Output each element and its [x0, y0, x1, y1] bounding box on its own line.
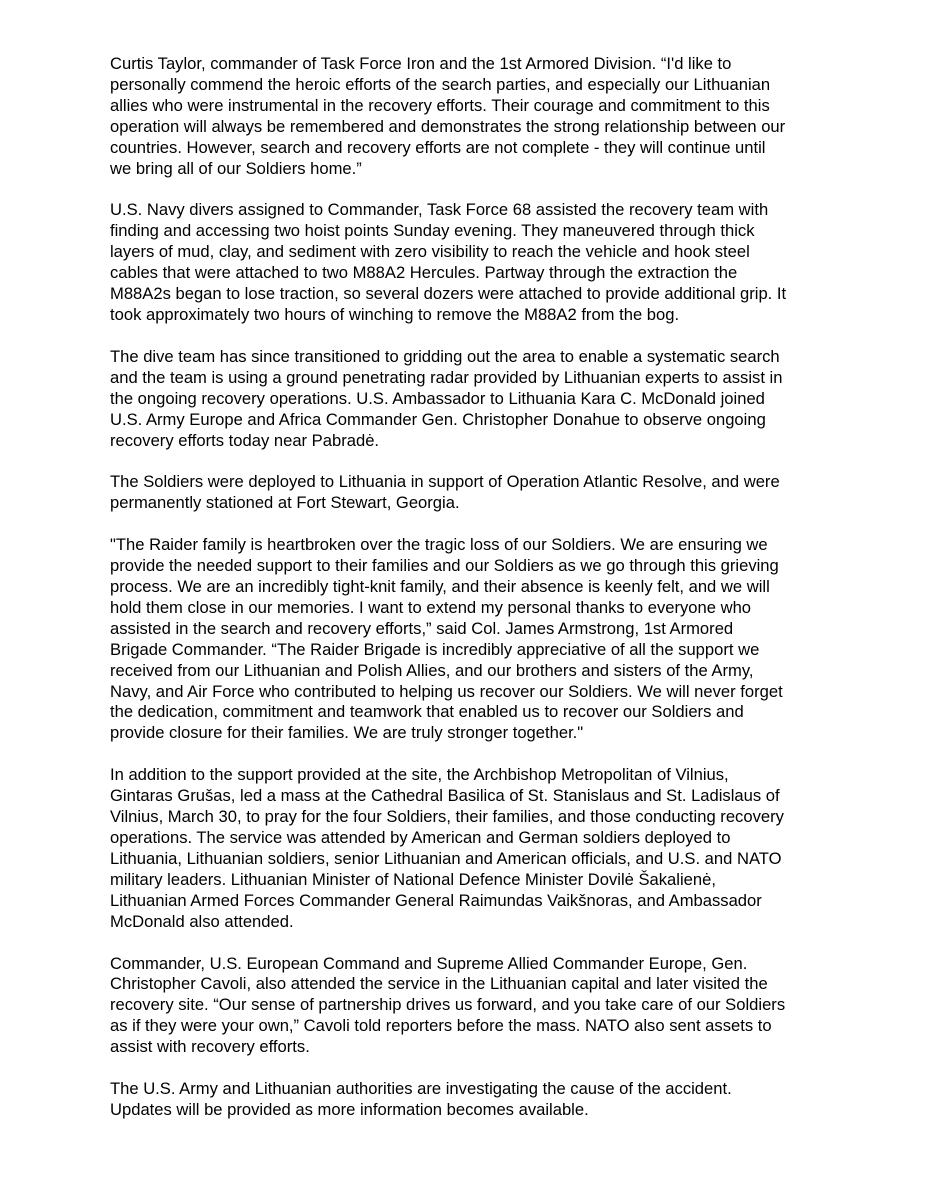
paragraph-cavoli: Commander, U.S. European Command and Supreme Allied Commander Europe, Gen. Christopher Cavoli, also attended the service in the Lithuanian capital and later visited the recovery site. “Our sense of partnership drives us forward, and you take care of our Soldiers as if they were your own,” Cavoli told reporters before the mass. NATO also sent assets to assist with recovery efforts. — [110, 953, 786, 1057]
paragraph-raider-quote: "The Raider family is heartbroken over the tragic loss of our Soldiers. We are ensuring we provide the needed support to their families and our Soldiers as we go through this grieving process. We are an incredibly tight-knit family, and their absence is keenly felt, and we will hold them close in our memories. I want to extend my personal thanks to everyone who assisted in the search and recovery efforts,” said Col. James Armstrong, 1st Armored Brigade Commander. “The Raider Brigade is incredibly appreciative of all the support we received from our Lithuanian and Polish Allies, and our brothers and sisters of the Army, Navy, and Air Force who contributed to helping us recover our Soldiers. We will never forget the dedication, commitment and teamwork that enabled us to recover our Soldiers and provide closure for their families. We are truly stronger together." — [110, 535, 783, 743]
paragraph-dive-team: The dive team has since transitioned to gridding out the area to enable a systematic search and the team is using a ground penetrating radar provided by Lithuanian experts to assist in the ongoing recovery operations. U.S. Ambassador to Lithuania Kara C. McDonald joined U.S. Army Europe and Africa Commander Gen. Christopher Donahue to observe ongoing recovery efforts today near Pabradė. — [110, 346, 783, 450]
paragraph-deployment: The Soldiers were deployed to Lithuania in support of Operation Atlantic Resolve, and were permanently stationed at Fort Stewart, Georgia. — [110, 472, 780, 513]
paragraph-investigation: The U.S. Army and Lithuanian authorities are investigating the cause of the accident. Updates will be provided as more information becomes available. — [110, 1079, 732, 1119]
paragraph-navy-divers: U.S. Navy divers assigned to Commander, Task Force 68 assisted the recovery team with finding and accessing two hoist points Sunday evening. They maneuvered through thick layers of mud, clay, and sediment with zero visibility to reach the vehicle and hook steel cables that were attached to two M88A2 Hercules. Partway through the extraction the M88A2s began to lose traction, so several dozers were attached to provide additional grip. It took approximately two hours of winching to remove the M88A2 from the bog. — [110, 200, 787, 324]
paragraph-taylor-quote: Curtis Taylor, commander of Task Force Iron and the 1st Armored Division. “I'd like to personally commend the heroic efforts of the search parties, and especially our Lithuanian allies who were instrumental in the recovery efforts. Their courage and commitment to this operation will always be remembered and demonstrates the strong relationship between our countries. However, search and recovery efforts are not complete - they will continue until we bring all of our Soldiers home.” — [110, 54, 786, 178]
document-body — [110, 54, 855, 1142]
paragraph-mass: In addition to the support provided at the site, the Archbishop Metropolitan of Vilnius, Gintaras Grušas, led a mass at the Cathedral Basilica of St. Stanislaus and St. Ladislaus of Vilnius, March 30, to pray for the four Soldiers, their families, and those conducting recovery operations. The service was attended by American and German soldiers deployed to Lithuania, Lithuanian soldiers, senior Lithuanian and American officials, and U.S. and NATO military leaders. Lithuanian Minister of National Defence Minister Dovilė Šakalienė, Lithuanian Armed Forces Commander General Raimundas Vaikšnoras, and Ambassador McDonald also attended. — [110, 765, 784, 931]
